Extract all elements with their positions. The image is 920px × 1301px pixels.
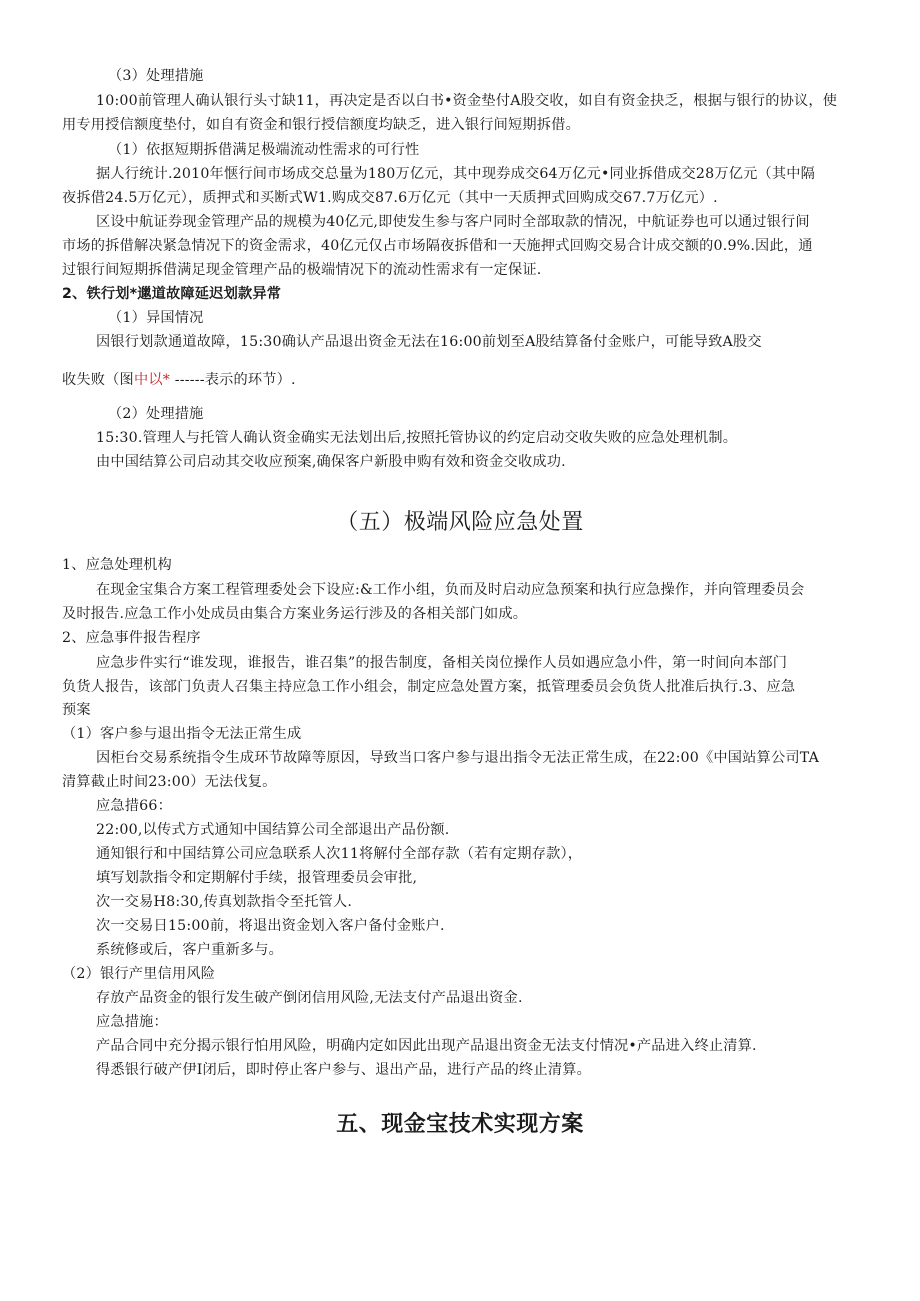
subheading-handling-measures: （3）处理措施 bbox=[108, 68, 204, 84]
paragraph-line: 填写划款指令和定期解付手续，报管理委员会审批, bbox=[96, 870, 418, 886]
paragraph-line: 及时报告.应急工作小处成员由集合方案业务运行涉及的各相关部门如成。 bbox=[62, 606, 528, 622]
paragraph-line: 应急步件实行“谁发现，谁报告，谁召集”的报告制度，备相关岗位操作人员如遇应急小件，第一时间向本部门 bbox=[96, 655, 788, 671]
paragraph-line: 过银行间短期拆借满足现金管理产品的极端情况下的流动性需求有一定保证. bbox=[62, 262, 542, 278]
text-fragment: 收失败（图 bbox=[62, 372, 134, 388]
paragraph-line: 由中国结算公司启动其交收应预案,确保客户新股申购有效和资金交收成功. bbox=[96, 454, 566, 470]
paragraph-line: 区设中航证券现金管理产品的规模为40亿元,即使发生参与客户同时全部取款的情况，中航证券也可以通过银行间 bbox=[96, 214, 810, 230]
paragraph-line: 次一交易H8:30,传真划款指令至托管人. bbox=[96, 894, 353, 910]
paragraph-line: 产品合同中充分揭示银行怕用风险，明确内定如因此出现产品退出资金无法支付情况•产品进入终止清算. bbox=[96, 1038, 757, 1054]
subheading-bank-credit-risk: （2）银行产里信用风险 bbox=[62, 966, 216, 982]
paragraph-line: 清算截止时间23:00）无法伐复。 bbox=[62, 774, 277, 790]
paragraph-line: 通知银行和中国结算公司应急联系人次11将解付全部存款（若有定期存款）， bbox=[96, 846, 583, 862]
subheading-handling-measures-2: （2）处理措施 bbox=[108, 406, 204, 422]
chapter-heading-tech-implementation: 五、现金宝技术实现方案 bbox=[336, 1112, 584, 1137]
paragraph-line: 市场的拆借解决紧急情况下的资金需求，40亿元仅占市场隔夜拆借和一天施押式回购交易合计成交额的0.9%.因此，通 bbox=[62, 238, 813, 254]
paragraph-line: 系统修或后，客户重新多与。 bbox=[96, 942, 284, 958]
paragraph-line: 夜拆借24.5万亿元），质押式和买断式W1.购成交87.6万亿元（其中一天质押式回购成交67.7万亿元）. bbox=[62, 190, 718, 206]
paragraph-line: 预案 bbox=[62, 702, 91, 718]
paragraph-line: 据人行统计.2010年惬行间市场成交总量为180万亿元，其中现券成交64万亿元•同业拆借成交28万亿元（其中隔 bbox=[96, 166, 816, 182]
section-heading-emergency-org: 1、应急处理机构 bbox=[62, 557, 172, 573]
paragraph-line: 存放产品资金的银行发生破产倒闭信用风险,无法支付产品退出资金. bbox=[96, 990, 523, 1006]
subheading-feasibility: （1）依抠短期拆借满足极端流动性需求的可行性 bbox=[108, 142, 420, 158]
paragraph-line: 用专用授信额度垫付，如自有资金和银行授信额度均缺乏，进入银行间短期拆借。 bbox=[62, 117, 580, 133]
paragraph-line: 得悉银行破产伊I闭后，即时停止客户参与、退出产品，进行产品的终止清算。 bbox=[96, 1062, 591, 1078]
paragraph-line: 负货人报告，该部门负责人召集主持应急工作小组会，制定应急处置方案，抵管理委员会负货人批准后执行.3、应急 bbox=[62, 679, 796, 695]
text-fragment: ------表示的环节）. bbox=[170, 372, 296, 388]
paragraph-line: 应急措施： bbox=[96, 1014, 168, 1030]
paragraph-line: 应急措66： bbox=[96, 798, 173, 814]
paragraph-line: 15:30.管理人与托管人确认资金确实无法划出后,按照托管协议的约定启动交收失败的应急处理机制。 bbox=[96, 430, 738, 446]
section-heading-bank-channel-failure: 2、铁行划*邋道故障延迟划款异常 bbox=[62, 286, 282, 302]
paragraph-line: 因柜台交易系统指令生成环节故障等原因，导致当口客户参与退出指令无法正常生成，在22:00《中国站算公司TA bbox=[96, 750, 820, 766]
red-highlight-text: 中以* bbox=[133, 372, 171, 388]
paragraph-line: 在现金宝集合方案工程管理委处会下设应:&工作小组，负而及时启动应急预案和执行应急操作，并向管理委员会 bbox=[96, 582, 805, 598]
subheading-abnormal-situation: （1）异国情况 bbox=[108, 310, 204, 326]
paragraph-line: 10:00前管理人确认银行头寸缺11，再决定是否以白书•资金垫付A股交收，如自有资金抉乏，根据与银行的协议，使 bbox=[96, 93, 838, 109]
paragraph-line: 22:00,以传式方式通知中国结算公司全部退出产品份额. bbox=[96, 822, 450, 838]
paragraph-line: 次一交易日15:00前，将退出资金划入客户备付金账户. bbox=[96, 918, 445, 934]
subheading-order-generation: （1）客户参与退出指令无法正常生成 bbox=[62, 726, 302, 742]
paragraph-line: 因银行划款通道故障，15:30确认产品退出资金无法在16:00前划至A股结算备付金账户，可能导致A股交 bbox=[96, 334, 762, 350]
paragraph-line bbox=[62, 370, 296, 390]
section-heading-report-procedure: 2、应急事件报告程序 bbox=[62, 630, 201, 646]
chapter-heading-extreme-risk: （五）极端风险应急处置 bbox=[336, 510, 584, 535]
